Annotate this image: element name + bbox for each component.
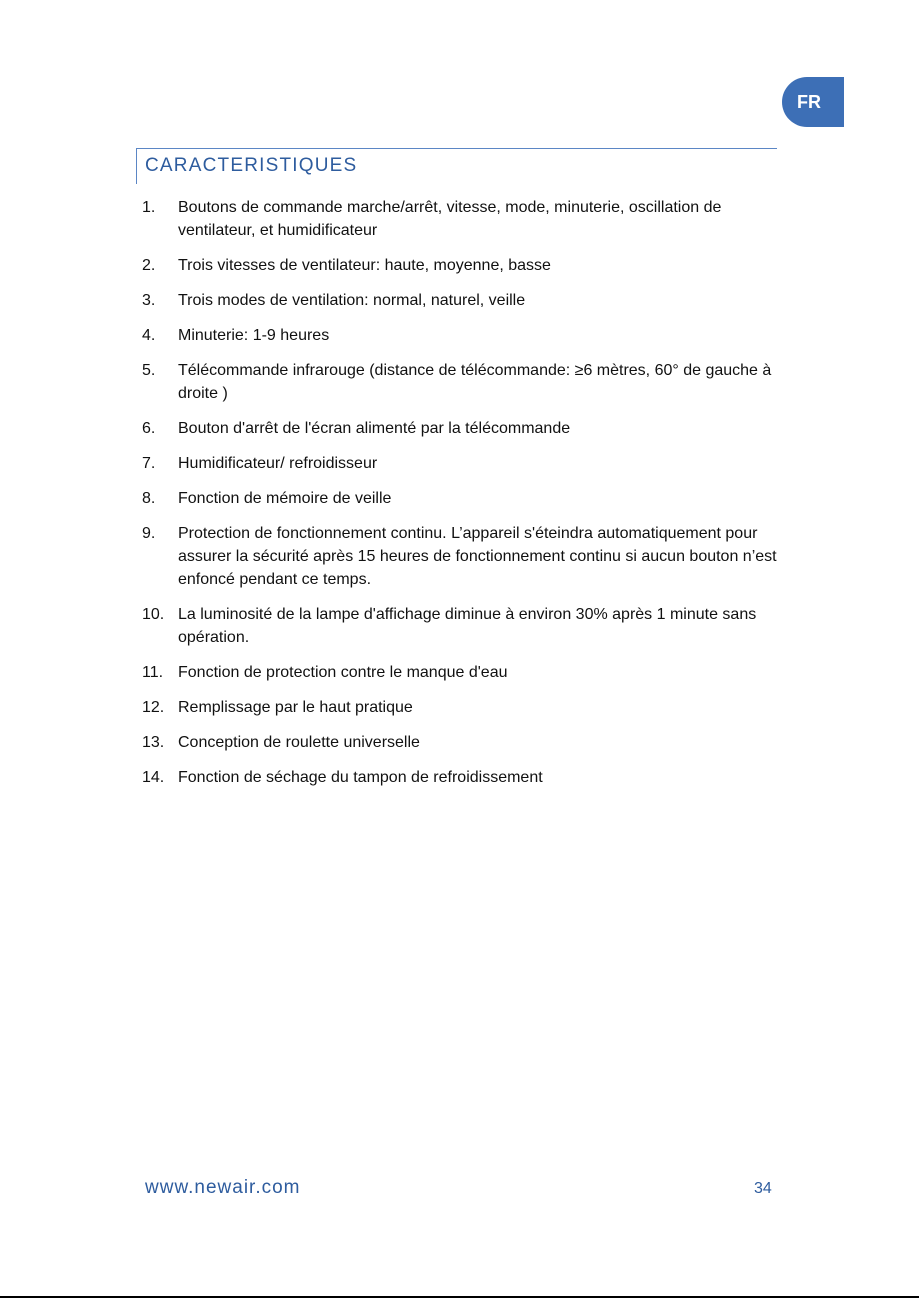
list-item	[142, 289, 782, 312]
list-item	[142, 417, 782, 440]
item-number: 3.	[142, 292, 156, 309]
item-number: 14.	[142, 769, 165, 786]
footer-website-link[interactable]: www.newair.com	[145, 1177, 301, 1198]
item-number: 13.	[142, 734, 165, 751]
list-item	[142, 359, 782, 405]
item-text: Télécommande infrarouge (distance de télécommande: ≥6 mètres, 60° de gauche à droite )	[178, 362, 772, 402]
list-item	[142, 766, 782, 789]
list-item	[142, 522, 782, 591]
item-text: Minuterie: 1-9 heures	[178, 327, 330, 344]
item-number: 10.	[142, 606, 165, 623]
item-text: Fonction de mémoire de veille	[178, 490, 392, 507]
item-number: 2.	[142, 257, 156, 274]
item-text: Conception de roulette universelle	[178, 734, 420, 751]
language-tab	[782, 77, 844, 127]
item-number: 1.	[142, 199, 156, 216]
language-tab-label: FR	[797, 91, 821, 112]
item-text: Humidificateur/ refroidisseur	[178, 455, 378, 472]
page-number: 34	[754, 1180, 772, 1197]
item-number: 4.	[142, 327, 156, 344]
item-text: La luminosité de la lampe d'affichage diminue à environ 30% après 1 minute sans opération.	[178, 606, 757, 646]
item-number: 5.	[142, 362, 156, 379]
list-item	[142, 731, 782, 754]
list-item	[142, 661, 782, 684]
list-item	[142, 452, 782, 475]
list-item	[142, 254, 782, 277]
item-text: Fonction de séchage du tampon de refroidissement	[178, 769, 543, 786]
item-text: Boutons de commande marche/arrêt, vitesse, mode, minuterie, oscillation de ventilateur, et humidificateur	[178, 199, 722, 239]
page-edge-divider	[0, 1296, 919, 1298]
list-item	[142, 324, 782, 347]
list-item	[142, 696, 782, 719]
item-text: Protection de fonctionnement continu. L’appareil s'éteindra automatiquement pour assurer la sécurité après 15 heures de fonctionnement continu si aucun bouton n’est enfoncé pendant ce temps.	[178, 525, 777, 588]
item-number: 6.	[142, 420, 156, 437]
item-number: 11.	[142, 664, 164, 681]
item-text: Remplissage par le haut pratique	[178, 699, 413, 716]
section-heading-frame	[136, 148, 777, 184]
list-item	[142, 487, 782, 510]
item-text: Trois vitesses de ventilateur: haute, moyenne, basse	[178, 257, 551, 274]
list-item	[142, 603, 782, 649]
item-number: 9.	[142, 525, 156, 542]
item-text: Bouton d'arrêt de l'écran alimenté par la télécommande	[178, 420, 571, 437]
item-number: 8.	[142, 490, 156, 507]
list-item	[142, 196, 782, 242]
feature-list	[142, 196, 782, 801]
item-text: Fonction de protection contre le manque d'eau	[178, 664, 508, 681]
item-number: 12.	[142, 699, 165, 716]
item-number: 7.	[142, 455, 156, 472]
section-title: CARACTERISTIQUES	[145, 155, 358, 176]
item-text: Trois modes de ventilation: normal, naturel, veille	[178, 292, 526, 309]
